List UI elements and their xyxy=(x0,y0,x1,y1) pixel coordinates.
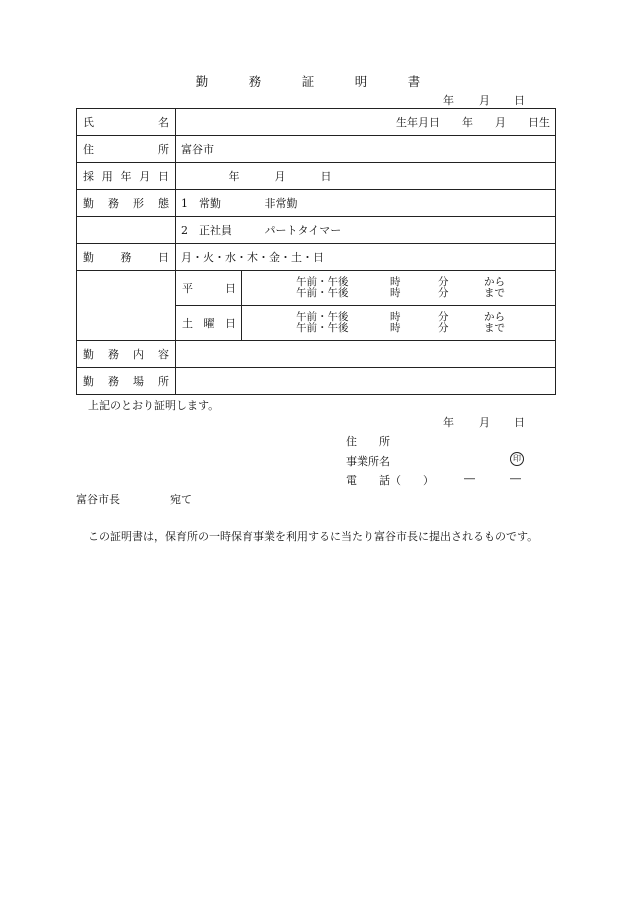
weekday-time[interactable]: 午前・午後 時 分 から 午前・午後 時 分 まで xyxy=(296,276,505,299)
work-days-field[interactable]: 月・火・水・木・金・土・日 xyxy=(176,244,556,271)
work-form-label-empty xyxy=(77,217,176,244)
hire-date-field[interactable] xyxy=(176,163,556,190)
hire-day: 日 xyxy=(320,170,332,183)
birth-month: 月 xyxy=(495,116,506,129)
header-month: 月 xyxy=(479,94,490,107)
saturday-time[interactable]: 午前・午後 時 分 から 午前・午後 時 分 まで xyxy=(296,311,505,334)
hire-year: 年 xyxy=(228,170,240,183)
birth-year: 年 xyxy=(462,116,473,129)
note-text: この証明書は，保育所の一時保育事業を利用するに当たり富谷市長に提出されるものです。 xyxy=(88,530,539,543)
issuer-address-label: 住 所 xyxy=(346,435,390,448)
hire-month: 月 xyxy=(274,170,286,183)
addressee-suffix: 宛て xyxy=(170,493,192,506)
work-days-label: 勤 務 日 xyxy=(77,244,176,271)
content-field[interactable] xyxy=(176,341,556,368)
footer-year: 年 xyxy=(443,416,454,429)
address-field[interactable]: 富谷市 xyxy=(176,136,556,163)
addressee-name: 富谷市長 xyxy=(76,493,120,506)
issuer-phone-label: 電 話（ ） xyxy=(346,474,434,487)
phone-dash-2: ― xyxy=(510,472,521,485)
page-title: 勤 務 証 明 書 xyxy=(195,74,435,89)
work-form-option2[interactable]: 2 正社員 パートタイマー xyxy=(176,217,556,244)
saturday-hours xyxy=(176,306,556,341)
work-form-label: 勤 務 形 態 xyxy=(77,190,176,217)
phone-dash-1: ― xyxy=(464,472,475,485)
certify-text: 上記のとおり証明します。 xyxy=(88,399,220,412)
saturday-label: 土 曜 日 xyxy=(176,306,242,340)
header-day: 日 xyxy=(514,94,525,107)
birth-label: 生年月日 xyxy=(396,116,440,129)
place-field[interactable] xyxy=(176,368,556,395)
issuer-office-label: 事業所名 xyxy=(346,455,390,468)
content-label: 勤 務 内 容 xyxy=(77,341,176,368)
weekday-label: 平 日 xyxy=(176,271,242,305)
footer-day: 日 xyxy=(514,416,525,429)
footer-month: 月 xyxy=(479,416,490,429)
seal-stamp-icon: 印 xyxy=(510,452,524,466)
weekday-hours xyxy=(176,271,556,306)
name-label: 氏 名 xyxy=(77,109,176,136)
name-field[interactable] xyxy=(176,109,556,136)
header-year: 年 xyxy=(443,94,454,107)
place-label: 勤 務 場 所 xyxy=(77,368,176,395)
certificate-table xyxy=(76,108,556,395)
hire-date-label: 採 用 年 月 日 xyxy=(77,163,176,190)
address-label: 住 所 xyxy=(77,136,176,163)
hours-label xyxy=(77,271,176,341)
birth-day: 日生 xyxy=(528,116,550,129)
work-form-option1[interactable]: 1 常勤 非常勤 xyxy=(176,190,556,217)
